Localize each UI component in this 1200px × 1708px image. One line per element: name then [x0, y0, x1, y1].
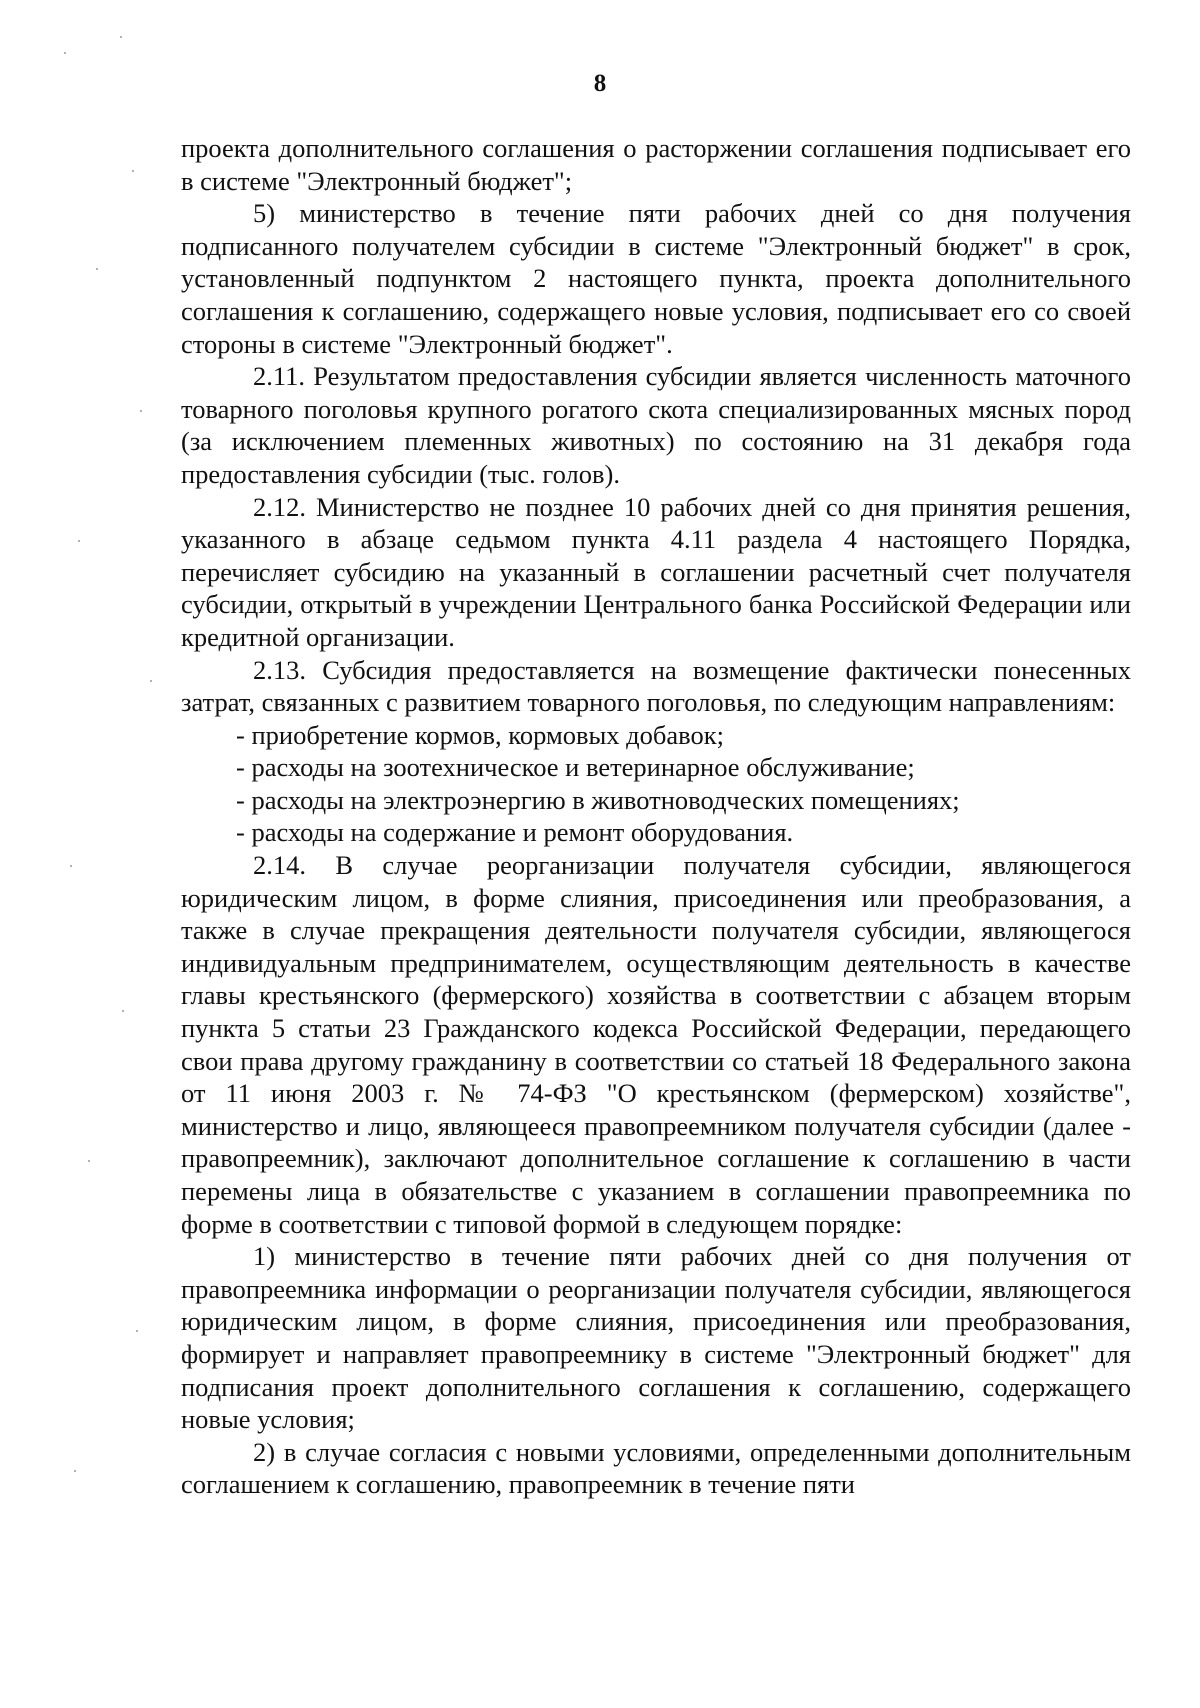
list-item: - расходы на содержание и ремонт оборудования. — [236, 817, 794, 848]
list-item: - расходы на электроэнергию в животноводческих помещениях; — [236, 784, 960, 815]
paragraph: 2.14. В случае реорганизации получателя субсидии, являющегося юридическим лицом, в форме слияния, присоединения или преобразования, а также в случае прекращения деятельности получателя субсидии, являющегося индивидуальным предпринимателем, осуществляющим деятельность в качестве главы крестьянского (фермерского) хозяйства в соответствии с абзацем вторым пункта 5 статьи 23 Гражданского кодекса Российской Федерации, передающего свои права другому гражданину в соответствии со статьей 18 Федерального закона от 11 июня 2003 г. № 74-ФЗ "О крестьянском (фермерском) хозяйстве", министерство и лицо, являющееся правопреемником получателя субсидии (далее - правопреемник), заключают дополнительное соглашение к соглашению в части перемены лица в обязательстве с указанием в соглашении правопреемника по форме в соответствии с типовой формой в следующем порядке: — [181, 850, 1131, 1239]
paragraph: 2) в случае согласия с новыми условиями, определенными дополнительным соглашением к соглашению, правопреемник в течение пяти — [181, 1436, 1131, 1500]
list-item: - приобретение кормов, кормовых добавок; — [236, 719, 724, 750]
list-item: - расходы на зоотехническое и ветеринарное обслуживание; — [236, 752, 915, 783]
document-body — [181, 132, 1131, 1501]
paragraph: 5) министерство в течение пяти рабочих дней со дня получения подписанного получателем субсидии в системе "Электронный бюджет" в срок, установленный подпунктом 2 настоящего пункта, проекта дополнительного соглашения к соглашению, содержащего новые условия, подписывает его со своей стороны в системе "Электронный бюджет". — [181, 198, 1131, 359]
paragraph: проекта дополнительного соглашения о расторжении соглашения подписывает его в системе "Электронный бюджет"; — [181, 133, 1131, 196]
page-number: 8 — [593, 70, 607, 97]
paragraph: 1) министерство в течение пяти рабочих дней со дня получения от правопреемника информации о реорганизации получателя субсидии, являющегося юридическим лицом, в форме слияния, присоединения или преобразования, формирует и направляет правопреемнику в системе "Электронный бюджет" для подписания проект дополнительного соглашения к соглашению, содержащего новые условия; — [181, 1241, 1131, 1435]
paragraph: 2.13. Субсидия предоставляется на возмещение фактически понесенных затрат, связанных с развитием товарного поголовья, по следующим направлениям: — [181, 654, 1131, 718]
paragraph: 2.12. Министерство не позднее 10 рабочих дней со дня принятия решения, указанного в абзаце седьмом пункта 4.11 раздела 4 настоящего Порядка, перечисляет субсидию на указанный в соглашении расчетный счет получателя субсидии, открытый в учреждении Центрального банка Российской Федерации или кредитной организации. — [181, 491, 1131, 652]
paragraph: 2.11. Результатом предоставления субсидии является численность маточного товарного поголовья крупного рогатого скота специализированных мясных пород (за исключением племенных животных) по состоянию на 31 декабря года предоставления субсидии (тыс. голов). — [181, 361, 1131, 489]
